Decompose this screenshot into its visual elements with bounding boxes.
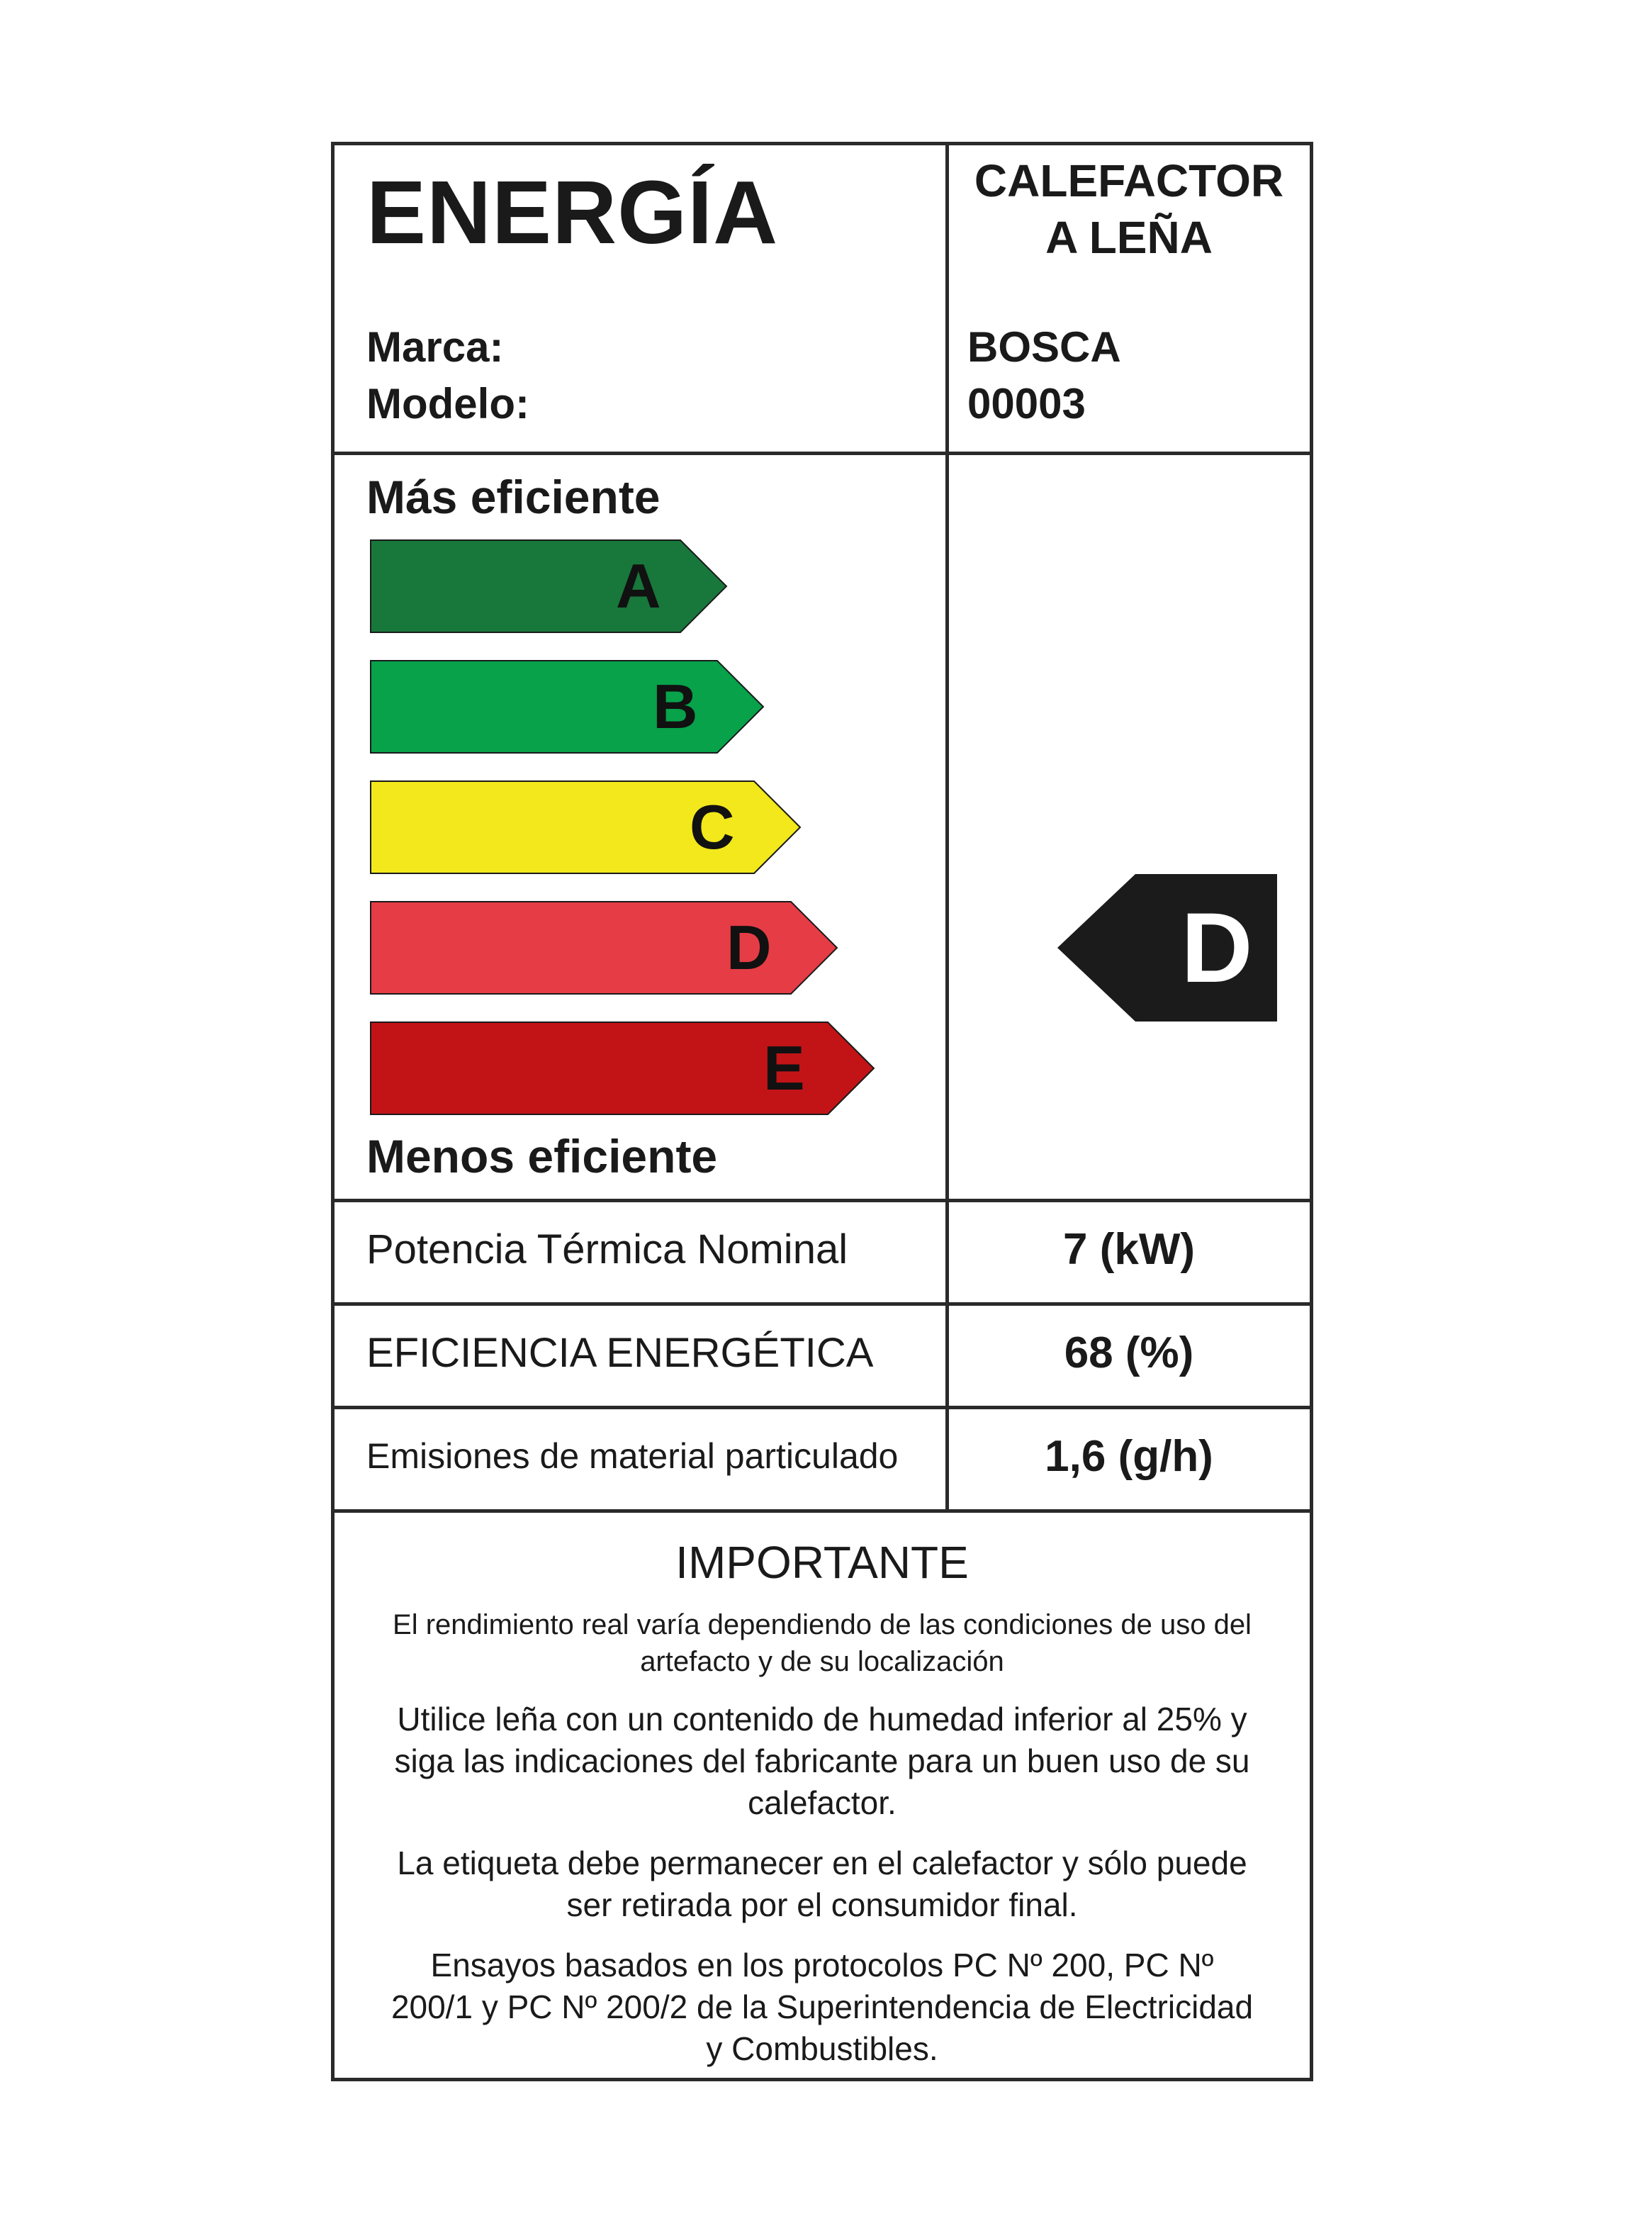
model-label: Modelo:: [366, 380, 529, 427]
class-letter-a: A: [616, 551, 661, 621]
class-arrow-b: [370, 660, 765, 754]
divider-header: [335, 452, 1310, 455]
spec-value-emissions: 1,6 (g/h): [1045, 1432, 1213, 1481]
class-letter-e: E: [763, 1033, 805, 1103]
note-line: El rendimiento real varía dependiendo de las condiciones de uso del: [393, 1609, 1252, 1640]
class-bar-e: [370, 1022, 875, 1115]
energy-label: [331, 142, 1313, 2081]
class-bar-b: [370, 660, 765, 754]
spec-value-power: 7 (kW): [1063, 1225, 1195, 1274]
class-letter-b: B: [653, 671, 698, 741]
spec-label-efficiency: EFICIENCIA ENERGÉTICA: [366, 1330, 874, 1376]
product-category: [945, 152, 1313, 266]
class-bar-d: [370, 901, 838, 995]
divider-spec-3: [335, 1509, 1310, 1513]
brand-label: Marca:: [366, 323, 504, 371]
spec-label-power: Potencia Térmica Nominal: [366, 1226, 848, 1272]
paragraph-line: Utilice leña con un contenido de humedad inferior al 25% y: [397, 1701, 1247, 1737]
model-value: 00003: [967, 380, 1086, 427]
note-line: artefacto y de su localización: [640, 1646, 1004, 1677]
brand-value: BOSCA: [967, 323, 1121, 371]
class-arrow-c-shape: [371, 781, 800, 873]
label-title: ENERGÍA: [366, 162, 779, 262]
paragraph-line: 200/1 y PC Nº 200/2 de la Superintendencia de Electricidad: [390, 1988, 1254, 2025]
divider-spec-2: [335, 1406, 1310, 1409]
important-paragraph-protocols: [335, 1944, 1310, 2070]
class-arrow-b-shape: [371, 661, 763, 753]
scale-top-label: Más eficiente: [366, 471, 661, 523]
class-bar-c: [370, 780, 802, 874]
divider-spec-1: [335, 1302, 1310, 1306]
important-title: IMPORTANTE: [675, 1537, 969, 1588]
class-arrow-a: [370, 539, 728, 633]
paragraph-line: y Combustibles.: [706, 2030, 938, 2067]
rating-letter: D: [1181, 892, 1253, 1003]
class-letter-d: D: [726, 912, 772, 983]
divider-vertical: [945, 145, 949, 1513]
category-line-1: CALEFACTOR: [974, 155, 1284, 206]
spec-label-emissions: Emisiones de material particulado: [366, 1436, 899, 1476]
spec-value-efficiency: 68 (%): [1064, 1328, 1194, 1377]
category-line-2: A LEÑA: [1045, 212, 1213, 263]
paragraph-line: ser retirada por el consumidor final.: [566, 1886, 1078, 1923]
important-paragraph-label: [335, 1842, 1310, 1926]
paragraph-line: siga las indicaciones del fabricante para un buen uso de su: [394, 1742, 1250, 1779]
divider-scale: [335, 1199, 1310, 1202]
class-arrow-c: [370, 780, 802, 874]
paragraph-line: calefactor.: [748, 1784, 897, 1821]
important-note: [335, 1606, 1310, 1680]
paragraph-line: Ensayos basados en los protocolos PC Nº 200, PC Nº: [430, 1947, 1214, 1983]
class-bar-a: [370, 539, 728, 633]
paragraph-line: La etiqueta debe permanecer en el calefactor y sólo puede: [397, 1845, 1247, 1881]
class-letter-c: C: [690, 792, 735, 862]
important-section: [335, 1518, 1310, 2078]
class-arrow-a-shape: [371, 540, 726, 632]
rating-indicator: [1057, 874, 1277, 1022]
important-paragraph-humidity: [335, 1698, 1310, 1824]
scale-bottom-label: Menos eficiente: [366, 1130, 718, 1182]
